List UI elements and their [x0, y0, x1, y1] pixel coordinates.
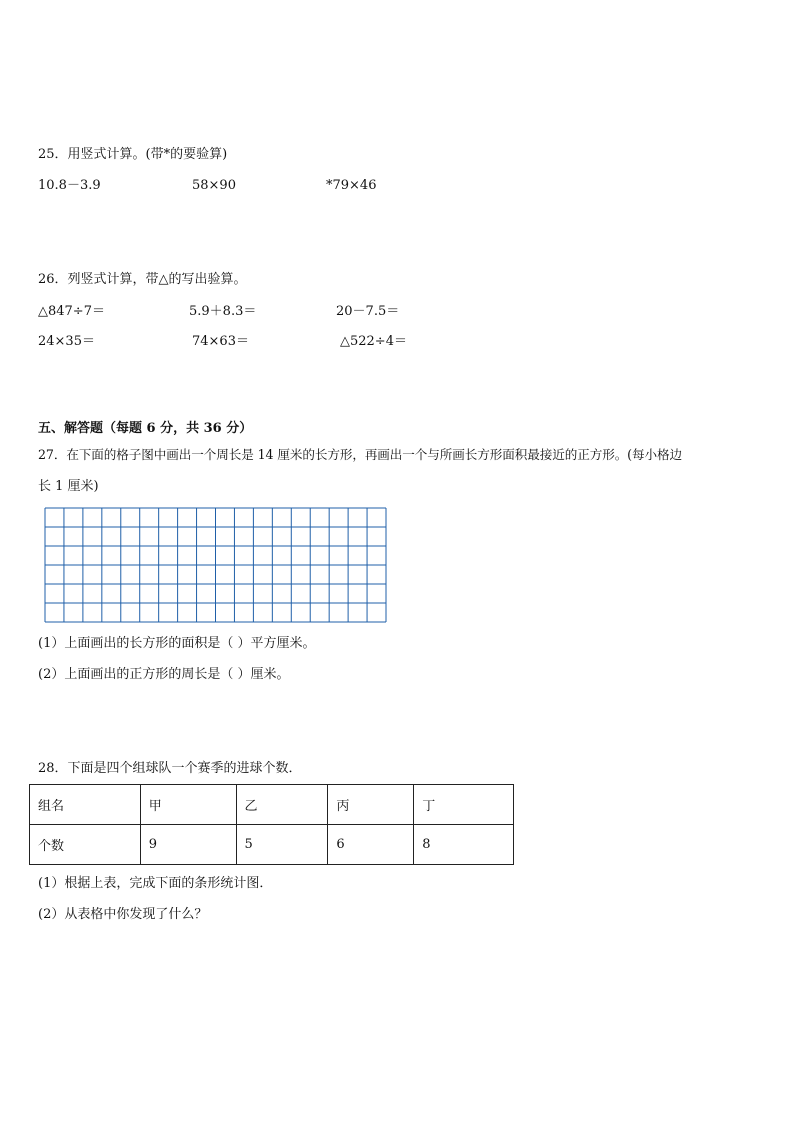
table-cell: 5 — [236, 825, 328, 865]
q26-r1-item-1: △847÷7＝ — [38, 304, 105, 319]
q26-title: 26．列竖式计算，带△的写出验算。 — [38, 272, 247, 287]
q26-r1-item-2: 5.9＋8.3＝ — [189, 304, 257, 319]
table-row — [30, 825, 514, 865]
table-cell: 9 — [140, 825, 236, 865]
square-grid[interactable] — [44, 507, 387, 623]
q28-sub-question-1: (1）根据上表，完成下面的条形统计图． — [38, 876, 273, 891]
q25-item-1: 10.8－3.9 — [38, 178, 101, 193]
q27-text-line-1: 27．在下面的格子图中画出一个周长是 14 厘米的长方形，再画出一个与所画长方形面积最接近的正方形。(每小格边 — [38, 447, 682, 462]
q28-title: 28．下面是四个组球队一个赛季的进球个数． — [38, 761, 302, 776]
q26-r2-item-2: 74×63＝ — [192, 334, 249, 349]
table-cell: 6 — [328, 825, 414, 865]
goals-table — [29, 784, 514, 865]
q26-r2-item-1: 24×35＝ — [38, 334, 95, 349]
table-cell: 甲 — [140, 785, 236, 825]
table-cell: 组名 — [30, 785, 141, 825]
q25-item-2: 58×90 — [192, 178, 236, 193]
q28-sub-question-2: (2）从表格中你发现了什么？ — [38, 907, 208, 922]
q27-sub-question-2: (2）上面画出的正方形的周长是（ ）厘米。 — [38, 667, 290, 682]
table-cell: 丙 — [328, 785, 414, 825]
section-title: 五、解答题（每题 6 分，共 36 分） — [38, 421, 253, 436]
q27-text-line-2: 长 1 厘米) — [38, 479, 99, 494]
q27-sub-question-1: (1）上面画出的长方形的面积是（ ）平方厘米。 — [38, 636, 316, 651]
table-cell: 乙 — [236, 785, 328, 825]
table-cell: 丁 — [414, 785, 514, 825]
q26-r2-item-3: △522÷4＝ — [340, 334, 407, 349]
q26-r1-item-3: 20－7.5＝ — [336, 304, 400, 319]
q25-title: 25．用竖式计算。(带*的要验算) — [38, 147, 228, 162]
table-cell: 个数 — [30, 825, 141, 865]
table-header-row — [30, 785, 514, 825]
table-cell: 8 — [414, 825, 514, 865]
q25-item-3: *79×46 — [326, 178, 377, 193]
